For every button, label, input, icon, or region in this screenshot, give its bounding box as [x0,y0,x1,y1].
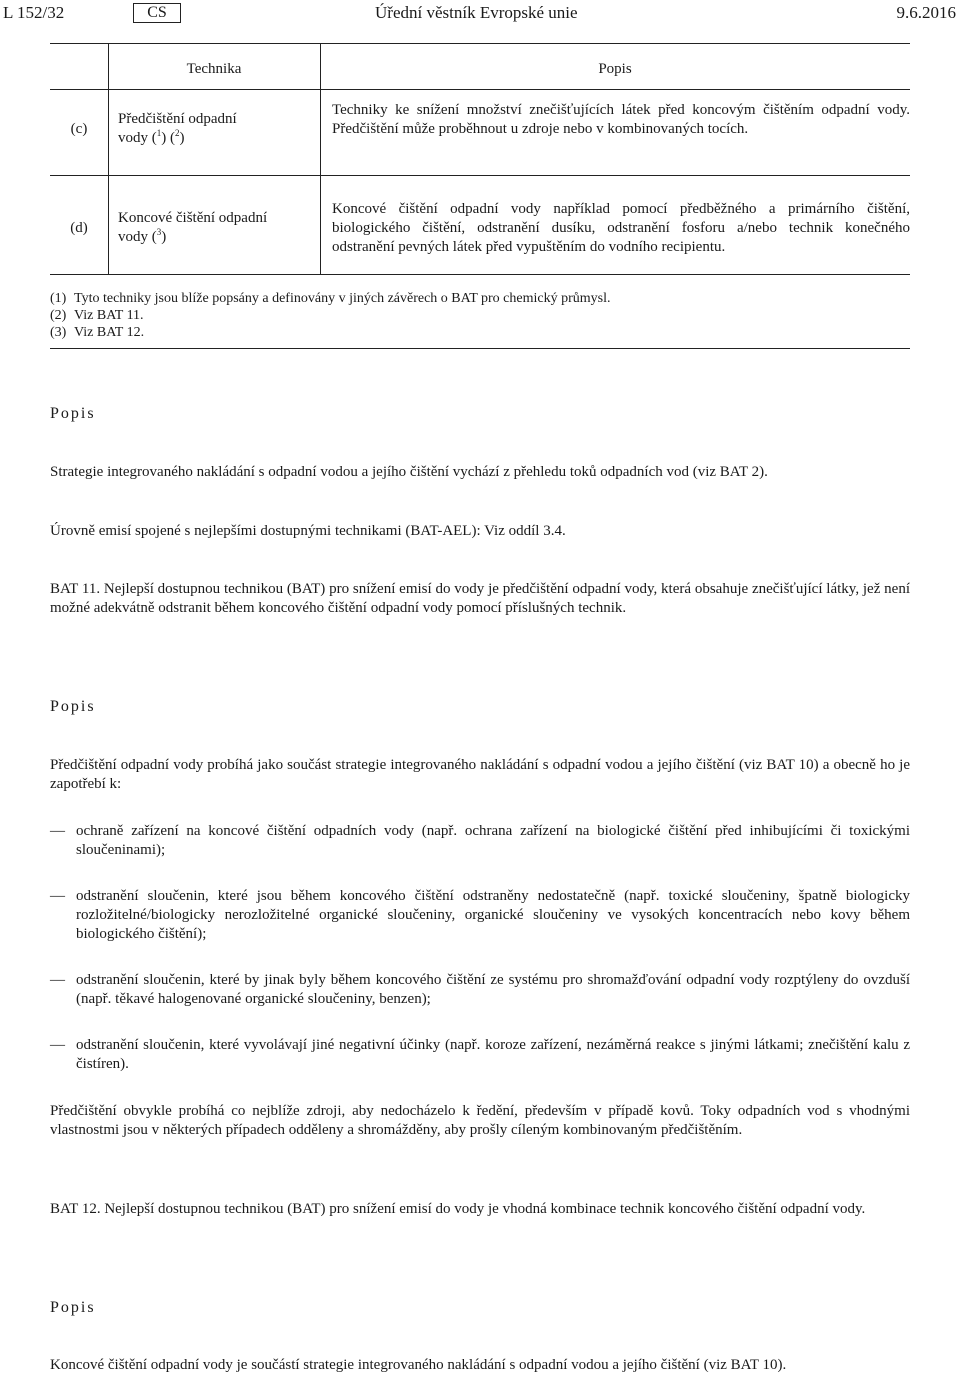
row-id-d: (d) [70,220,88,236]
paragraph-pretreatment: Předčištění odpadní vody probíhá jako součást strategie integrovaného nakládání s odpadní vodou a jejího čištění (viz BAT 10) a obecně ho je zapotřebí k: [50,757,910,792]
section-heading-popis-2: Popis [50,698,96,715]
dash-item: — ochraně zařízení na koncové čištění odpadních vody (např. ochrana zařízení na biologické čištění před inhibujícími či toxickými sloučeninami); [50,823,910,858]
table-header-description: Popis [598,61,632,77]
paragraph-source: Předčištění obvykle probíhá co nejblíže zdroji, aby nedocházelo k ředění, především v případě kovů. Toky odpadních vod s vhodnými vlastnostmi jsou v některých případech odděleny a shromážděny, aby prošly cíleným kombinovaným předčištěním. [50,1103,910,1138]
row-id-c: (c) [70,121,88,137]
paragraph-bat-12: BAT 12. Nejlepší dostupnou technikou (BAT) pro snížení emisí do vody je vhodná kombinace technik koncového čištění odpadní vody. [50,1201,866,1217]
page-reference: L 152/32 [3,3,65,22]
paragraph-final-treatment: Koncové čištění odpadní vody je součástí strategie integrovaného nakládání s odpadní vodou a jejího čištění (viz BAT 10). [50,1357,787,1373]
row-description-d: Koncové čištění odpadní vody například pomocí předběžného a primárního čištění, biologického čištění, odstranění dusíku, odstranění fosforu a/nebo technik konečného odstranění pevných látek před vypuštěním do vodního recipientu. [332,201,910,255]
table-row-rule [50,175,910,176]
table-header-rule [50,89,910,90]
table-top-rule [50,43,910,44]
dash-item: — odstranění sloučenin, které by jinak byly během koncového čištění ze systému pro shromažďování odpadní vody rozptýleny do ovzduší (např. těkavé halogenované organické sloučeniny, benzen); [50,972,910,1007]
row-description-c: Techniky ke snížení množství znečišťujících látek před koncovým čištěním odpadní vody. Předčištění může proběhnout u zdroje nebo v kombinovaných tocích. [332,102,910,137]
paragraph-bat-11: BAT 11. Nejlepší dostupnou technikou (BAT) pro snížení emisí do vody je předčištění odpadní vody, která obsahuje znečišťující látky, jež není možné adekvátně odstranit během koncového čištění odpadní vody pomocí příslušných technik. [50,581,910,616]
section-heading-popis-1: Popis [50,405,96,422]
dash-item: — odstranění sloučenin, které vyvolávají jiné negativní účinky (např. koroze zařízení, nezáměrná reakce s jinými látkami; znečištění kalu z čistíren). [50,1037,910,1072]
footnote-3: (3) Viz BAT 12. [50,325,145,340]
journal-title: Úřední věstník Evropské unie [375,3,578,22]
dash-item: — odstranění sloučenin, které jsou během koncového čištění odstraněny nedostatečně (např. toxické sloučeniny, špatně biologicky rozložitelné/biologicky nerozložitelné organické sloučeniny, organické sloučeniny ve vysokých koncentracích nebo kovy během biologického čištění); [50,888,910,942]
language-badge: CS [133,3,181,23]
row-technique-d: Koncové čištění odpadní vody ($^3$) [118,210,268,245]
footnotes-bottom-rule [50,348,910,349]
paragraph-emission-levels: Úrovně emisí spojené s nejlepšími dostupnými technikami (BAT-AEL): Viz oddíl 3.4. [50,523,566,539]
publication-date: 9.6.2016 [896,3,956,22]
section-heading-popis-3: Popis [50,1299,96,1316]
footnote-1: (1) Tyto techniky jsou blíže popsány a definovány v jiných závěrech o BAT pro chemický průmysl. [50,291,611,306]
table-bottom-rule [50,274,910,275]
row-technique-c: Předčištění odpadní vody ($^1$) ($^2$) [118,111,237,146]
table-header-technique: Technika [186,61,242,77]
paragraph-strategy: Strategie integrovaného nakládání s odpadní vodou a jejího čištění vychází z přehledu toků odpadních vod (viz BAT 2). [50,464,768,480]
footnote-2: (2) Viz BAT 11. [50,308,144,323]
